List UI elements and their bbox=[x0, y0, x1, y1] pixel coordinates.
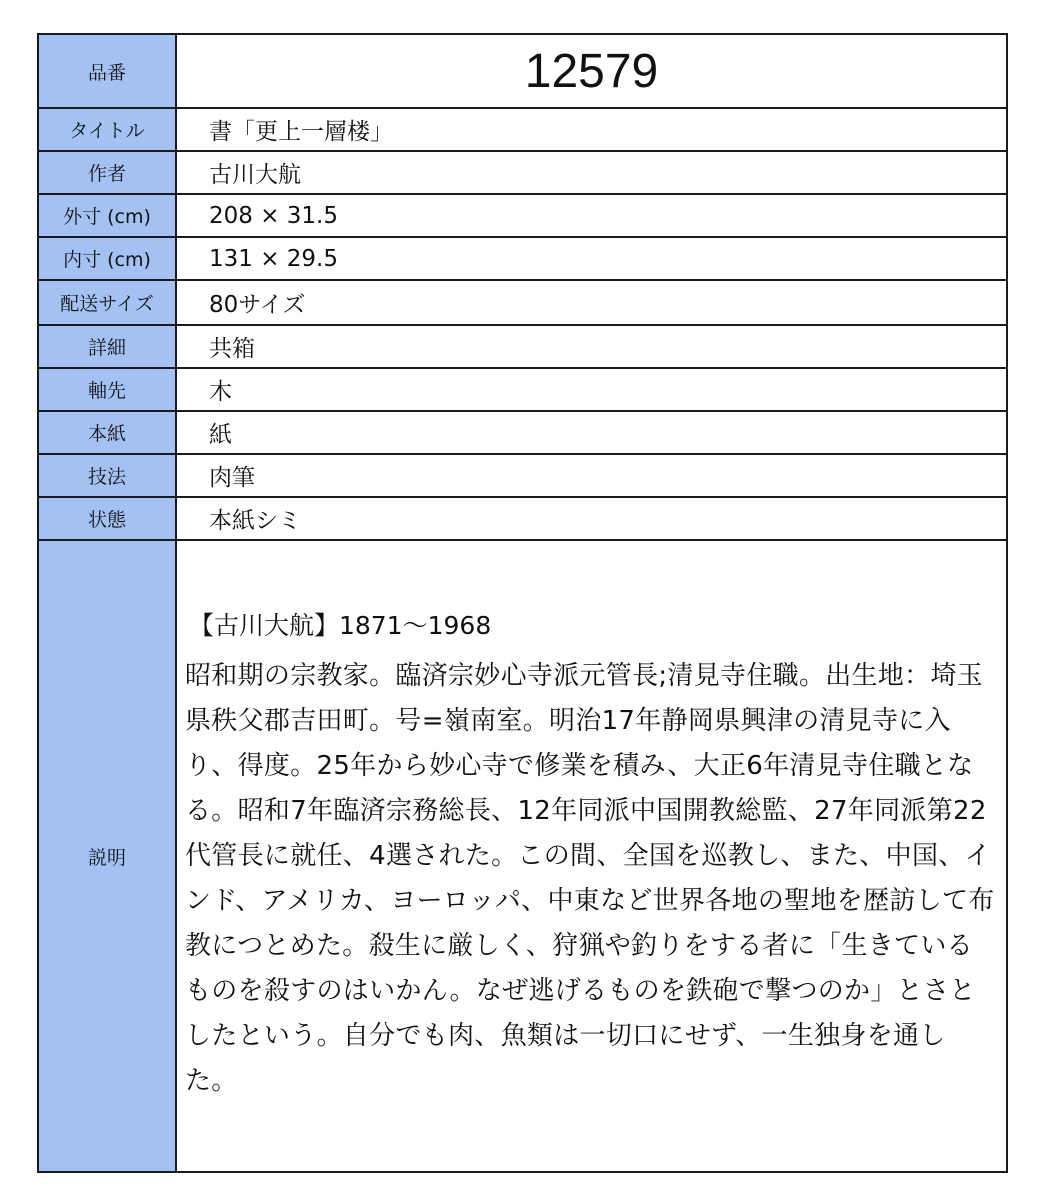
item-number-value: 12579 bbox=[176, 34, 1007, 108]
spec-row-title bbox=[38, 108, 1007, 151]
description-value bbox=[176, 540, 1007, 1172]
artist-label: 作者 bbox=[38, 151, 176, 194]
description-label: 説明 bbox=[38, 540, 176, 1172]
title-label: タイトル bbox=[38, 108, 176, 151]
roller-ends-label: 軸先 bbox=[38, 368, 176, 411]
spec-row-outer-size bbox=[38, 194, 1007, 237]
paper-value: 紙 bbox=[176, 411, 1007, 454]
spec-row-details bbox=[38, 325, 1007, 368]
condition-value: 本紙シミ bbox=[176, 497, 1007, 540]
description-body: 昭和期の宗教家。臨済宗妙心寺派元管長;清見寺住職。出生地：埼玉県秩父郡吉田町。号=嶺南室。明治17年静岡県興津の清見寺に入り、得度。25年から妙心寺で修業を積み、大正6年清見寺住職となる。昭和7年臨済宗務総長、12年同派中国開教総監、27年同派第22代管長に就任、4選された。この間、全国を巡教し、また、中国、インド、アメリカ、ヨーロッパ、中東など世界各地の聖地を歴訪して布教につとめた。殺生に厳しく、狩猟や釣りをする者に「生きているものを殺すのはいかん。なぜ逃げるものを鉄砲で撃つのか」とさとしたという。自分でも肉、魚類は一切口にせず、一生独身を通した。 bbox=[185, 661, 995, 1096]
shipping-size-value: 80サイズ bbox=[176, 280, 1007, 325]
spec-row-condition bbox=[38, 497, 1007, 540]
spec-row-roller-ends bbox=[38, 368, 1007, 411]
technique-label: 技法 bbox=[38, 454, 176, 497]
title-value: 書「更上一層楼」 bbox=[176, 108, 1007, 151]
item-number-label: 品番 bbox=[38, 34, 176, 108]
inner-size-value: 131 × 29.5 bbox=[176, 237, 1007, 280]
technique-value: 肉筆 bbox=[176, 454, 1007, 497]
spec-row-artist bbox=[38, 151, 1007, 194]
details-label: 詳細 bbox=[38, 325, 176, 368]
description-heading: 【古川大航】1871〜1968 bbox=[189, 611, 492, 640]
condition-label: 状態 bbox=[38, 497, 176, 540]
artist-value: 古川大航 bbox=[176, 151, 1007, 194]
outer-size-value: 208 × 31.5 bbox=[176, 194, 1007, 237]
roller-ends-value: 木 bbox=[176, 368, 1007, 411]
spec-row-item-number bbox=[38, 34, 1007, 108]
spec-row-description bbox=[38, 540, 1007, 1172]
spec-row-paper bbox=[38, 411, 1007, 454]
paper-label: 本紙 bbox=[38, 411, 176, 454]
spec-row-technique bbox=[38, 454, 1007, 497]
inner-size-label: 内寸 (cm) bbox=[38, 237, 176, 280]
spec-row-inner-size bbox=[38, 237, 1007, 280]
spec-row-shipping-size bbox=[38, 280, 1007, 325]
shipping-size-label: 配送サイズ bbox=[38, 280, 176, 325]
details-value: 共箱 bbox=[176, 325, 1007, 368]
item-spec-table bbox=[37, 33, 1008, 1173]
outer-size-label: 外寸 (cm) bbox=[38, 194, 176, 237]
